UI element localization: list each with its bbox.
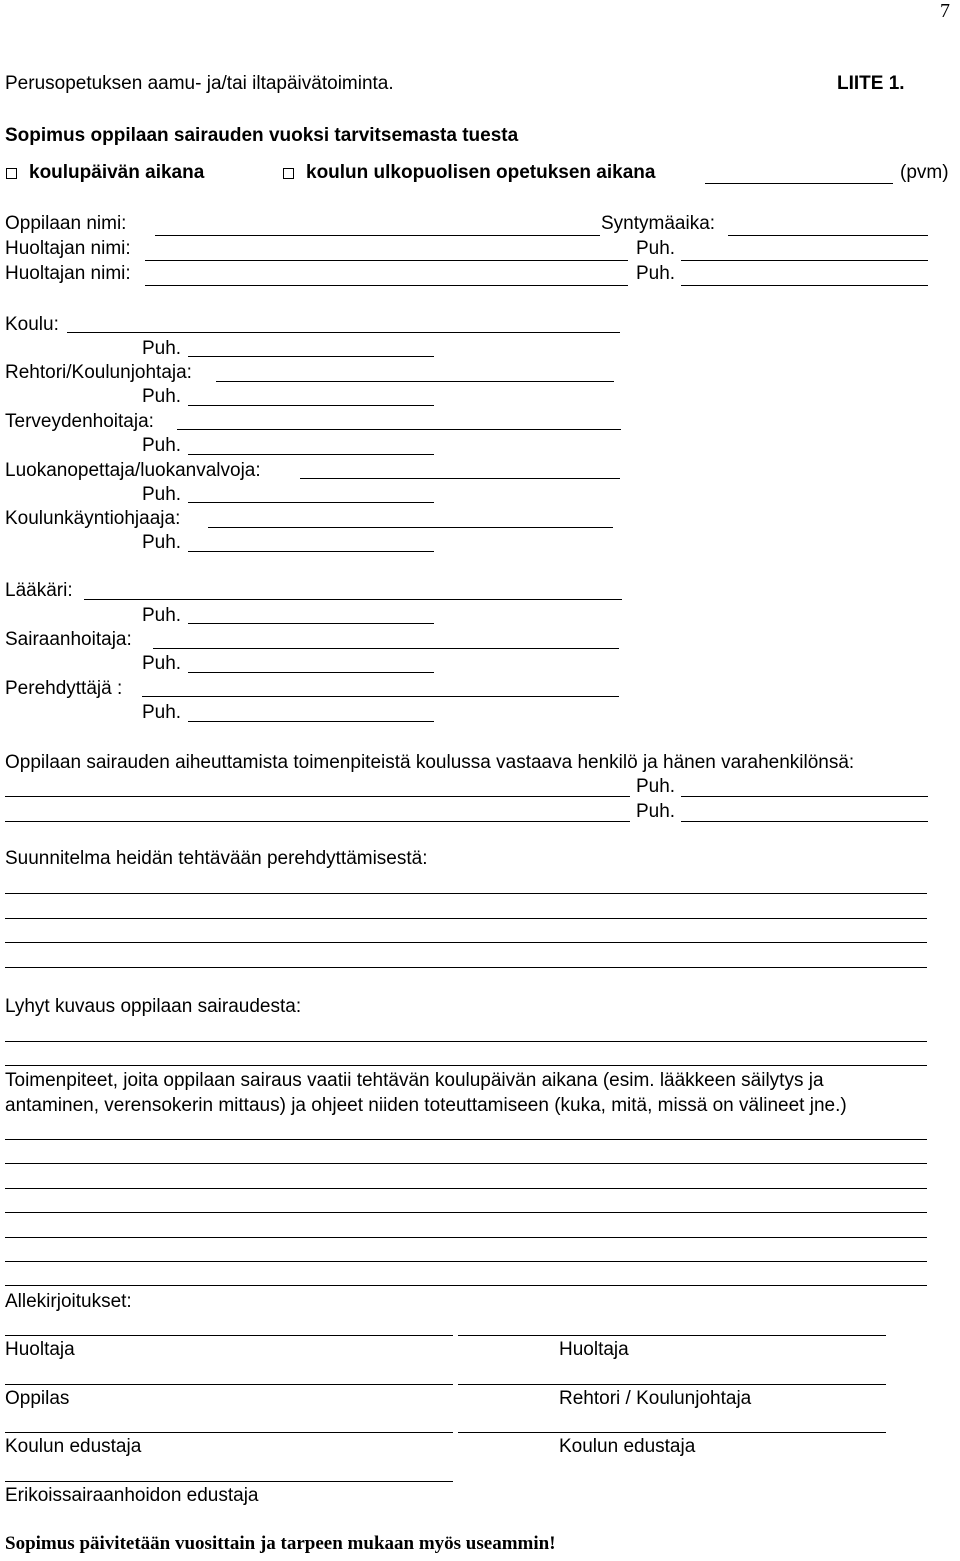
checkbox-outside-school[interactable] — [283, 168, 294, 179]
description-line[interactable] — [5, 1065, 927, 1066]
class-teacher-line[interactable] — [300, 478, 620, 479]
responsible-phone-1-line[interactable] — [681, 796, 928, 797]
guardian1-name-label: Huoltajan nimi: — [5, 238, 131, 259]
signature-line-specialist[interactable] — [5, 1481, 453, 1482]
guardian1-name-line[interactable] — [145, 260, 628, 261]
page-number: 7 — [940, 0, 950, 22]
plan-heading: Suunnitelma heidän tehtävään perehdyttämisestä: — [5, 848, 428, 869]
measures-line[interactable] — [5, 1139, 927, 1140]
doctor-line[interactable] — [84, 599, 622, 600]
signature-label-school-rep-left: Koulun edustaja — [5, 1436, 142, 1457]
signature-line-school-rep-right[interactable] — [458, 1432, 886, 1433]
signature-label-specialist: Erikoissairaanhoidon edustaja — [5, 1485, 259, 1506]
guardian1-phone-line[interactable] — [681, 260, 928, 261]
school-assistant-label: Koulunkäyntiohjaaja: — [5, 508, 181, 529]
principal-label: Rehtori/Koulunjohtaja: — [5, 362, 192, 383]
nurse-line[interactable] — [177, 429, 621, 430]
school-label: Koulu: — [5, 314, 59, 335]
footer-note: Sopimus päivitetään vuosittain ja tarpeen mukaan myös useammin! — [5, 1533, 556, 1554]
measures-line[interactable] — [5, 1237, 927, 1238]
nurse-phone-label: Puh. — [142, 435, 182, 456]
plan-line[interactable] — [5, 918, 927, 919]
instructor-phone-label: Puh. — [142, 702, 182, 723]
plan-line[interactable] — [5, 893, 927, 894]
school-assistant-line[interactable] — [208, 527, 613, 528]
guardian2-name-line[interactable] — [145, 285, 628, 286]
class-teacher-label: Luokanopettaja/luokanvalvoja: — [5, 460, 261, 481]
date-line[interactable] — [705, 183, 893, 184]
document-title: Sopimus oppilaan sairauden vuoksi tarvitsemasta tuesta — [5, 125, 519, 146]
guardian2-phone-line[interactable] — [681, 285, 928, 286]
checkbox-during-school[interactable] — [6, 168, 17, 179]
instructor-line[interactable] — [142, 696, 619, 697]
responsible-phone-2-label: Puh. — [636, 801, 676, 822]
measures-line[interactable] — [5, 1261, 927, 1262]
signatures-heading: Allekirjoitukset: — [5, 1291, 132, 1312]
school-line[interactable] — [67, 332, 620, 333]
responsible-phone-1-label: Puh. — [636, 776, 676, 797]
instructor-label: Perehdyttäjä : — [5, 678, 123, 699]
doctor-label: Lääkäri: — [5, 580, 73, 601]
school-phone-label: Puh. — [142, 338, 182, 359]
measures-line[interactable] — [5, 1212, 927, 1213]
principal-line[interactable] — [216, 381, 614, 382]
class-teacher-phone-label: Puh. — [142, 484, 182, 505]
description-heading: Lyhyt kuvaus oppilaan sairaudesta: — [5, 996, 302, 1017]
guardian1-phone-label: Puh. — [636, 238, 676, 259]
class-teacher-phone-line[interactable] — [188, 502, 434, 503]
responsible-phone-2-line[interactable] — [681, 821, 928, 822]
school-assistant-phone-line[interactable] — [188, 551, 434, 552]
nurse-label: Terveydenhoitaja: — [5, 411, 154, 432]
signature-label-pupil: Oppilas — [5, 1388, 70, 1409]
signature-line-guardian-left[interactable] — [5, 1335, 453, 1336]
responsible-heading: Oppilaan sairauden aiheuttamista toimenpiteistä koulussa vastaava henkilö ja hänen varahenkilönsä: — [5, 752, 855, 773]
header-right: LIITE 1. — [837, 73, 905, 94]
signature-label-principal: Rehtori / Koulunjohtaja — [559, 1388, 752, 1409]
doctor-phone-line[interactable] — [188, 623, 434, 624]
signature-label-guardian-right: Huoltaja — [559, 1339, 629, 1360]
hospital-nurse-label: Sairaanhoitaja: — [5, 629, 132, 650]
principal-phone-line[interactable] — [188, 405, 434, 406]
hospital-nurse-line[interactable] — [153, 648, 619, 649]
signature-label-guardian-left: Huoltaja — [5, 1339, 75, 1360]
signature-line-guardian-right[interactable] — [458, 1335, 886, 1336]
measures-line[interactable] — [5, 1188, 927, 1189]
birth-date-line[interactable] — [728, 235, 928, 236]
pupil-name-line[interactable] — [155, 235, 600, 236]
principal-phone-label: Puh. — [142, 386, 182, 407]
pupil-name-label: Oppilaan nimi: — [5, 213, 127, 234]
doctor-phone-label: Puh. — [142, 605, 182, 626]
signature-line-school-rep-left[interactable] — [5, 1432, 453, 1433]
option-outside-school: koulun ulkopuolisen opetuksen aikana — [306, 162, 656, 183]
measures-line[interactable] — [5, 1285, 927, 1286]
guardian2-phone-label: Puh. — [636, 263, 676, 284]
hospital-nurse-phone-label: Puh. — [142, 653, 182, 674]
plan-line[interactable] — [5, 967, 927, 968]
birth-date-label: Syntymäaika: — [601, 213, 716, 234]
hospital-nurse-phone-line[interactable] — [188, 672, 434, 673]
plan-line[interactable] — [5, 942, 927, 943]
signature-line-principal[interactable] — [458, 1384, 886, 1385]
school-assistant-phone-label: Puh. — [142, 532, 182, 553]
signature-line-pupil[interactable] — [5, 1384, 453, 1385]
description-line[interactable] — [5, 1041, 927, 1042]
nurse-phone-line[interactable] — [188, 454, 434, 455]
date-label: (pvm) — [900, 162, 949, 183]
option-during-school: koulupäivän aikana — [29, 162, 205, 183]
measures-text-line2: antaminen, verensokerin mittaus) ja ohjeet niiden toteuttamiseen (kuka, mitä, missä on välineet jne.) — [5, 1095, 847, 1116]
measures-line[interactable] — [5, 1163, 927, 1164]
header-left: Perusopetuksen aamu- ja/tai iltapäivätoiminta. — [5, 73, 394, 94]
responsible-line-1[interactable] — [5, 796, 630, 797]
instructor-phone-line[interactable] — [188, 721, 434, 722]
measures-text-line1: Toimenpiteet, joita oppilaan sairaus vaatii tehtävän koulupäivän aikana (esim. lääkkeen säilytys ja — [5, 1070, 824, 1091]
guardian2-name-label: Huoltajan nimi: — [5, 263, 131, 284]
school-phone-line[interactable] — [188, 356, 434, 357]
signature-label-school-rep-right: Koulun edustaja — [559, 1436, 696, 1457]
responsible-line-2[interactable] — [5, 821, 630, 822]
